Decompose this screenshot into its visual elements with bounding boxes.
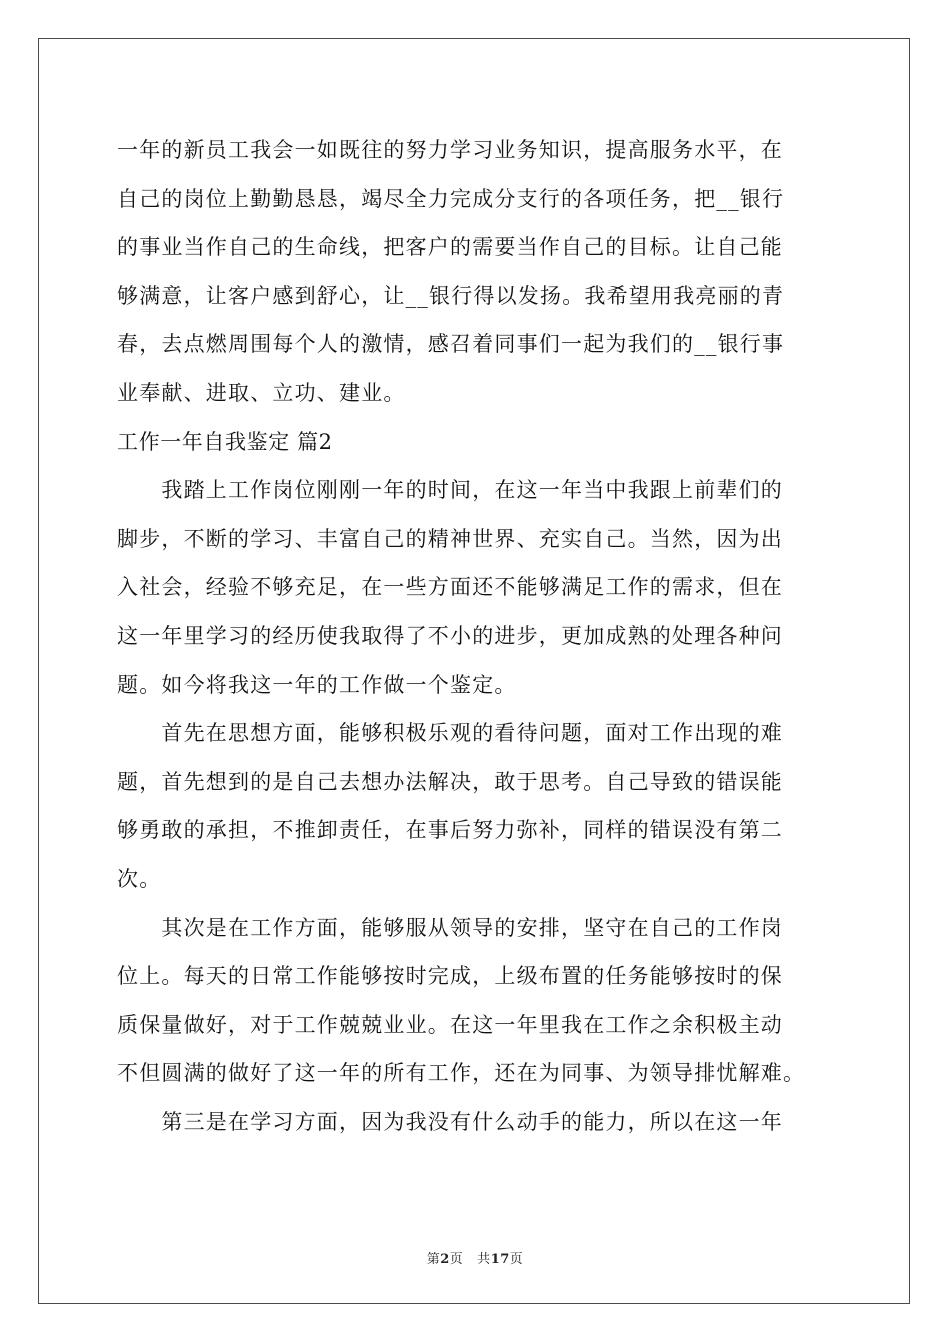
text-line: 的事业当作自己的生命线，把客户的需要当作自己的目标。让自己能 bbox=[117, 235, 783, 260]
text-line: 次。 bbox=[117, 866, 162, 891]
text-line: 春，去点燃周围每个人的激情，感召着同事们一起为我们的__银行事 bbox=[117, 332, 785, 357]
text-line: 脚步，不断的学习、丰富自己的精神世界、充实自己。当然，因为出 bbox=[117, 526, 783, 551]
document-body bbox=[117, 126, 839, 1146]
page-prefix: 第 bbox=[426, 1252, 441, 1267]
total-pages: 17 bbox=[490, 1252, 510, 1267]
page-number: 2 bbox=[440, 1252, 450, 1267]
text-line: 入社会，经验不够充足，在一些方面还不能够满足工作的需求，但在 bbox=[117, 575, 783, 600]
text-line: 第三是在学习方面，因为我没有什么动手的能力，所以在这一年 bbox=[117, 1109, 783, 1134]
text-line: 我踏上工作岗位刚刚一年的时间，在这一年当中我跟上前辈们的 bbox=[117, 478, 783, 503]
text-line: 题，首先想到的是自己去想办法解决，敢于思考。自己导致的错误能 bbox=[117, 769, 783, 794]
page-suffix: 页 bbox=[449, 1252, 464, 1267]
text-line: 业奉献、进取、立功、建业。 bbox=[117, 380, 406, 405]
text-line: 一年的新员工我会一如既往的努力学习业务知识，提高服务水平，在 bbox=[117, 138, 783, 162]
total-suffix: 页 bbox=[509, 1252, 524, 1267]
text-line: 位上。每天的日常工作能够按时完成，上级布置的任务能够按时的保 bbox=[117, 964, 783, 989]
text-line: 其次是在工作方面，能够服从领导的安排，坚守在自己的工作岗 bbox=[117, 915, 783, 940]
text-line: 够满意，让客户感到舒心，让__银行得以发扬。我希望用我亮丽的青 bbox=[117, 283, 785, 308]
text-line: 质保量做好，对于工作兢兢业业。在这一年里我在工作之余积极主动 bbox=[117, 1012, 783, 1037]
text-line: 自己的岗位上勤勤恳恳，竭尽全力完成分支行的各项任务，把__银行 bbox=[117, 186, 785, 211]
text-line: 不但圆满的做好了这一年的所有工作，还在为同事、为领导排忧解难。 bbox=[117, 1061, 806, 1086]
text-line: 题。如今将我这一年的工作做一个鉴定。 bbox=[117, 672, 517, 697]
text-line: 够勇敢的承担，不推卸责任，在事后努力弥补，同样的错误没有第二 bbox=[117, 818, 783, 843]
page-footer bbox=[0, 1248, 950, 1267]
text-line: 这一年里学习的经历使我取得了不小的进步，更加成熟的处理各种问 bbox=[117, 623, 783, 648]
total-prefix: 共 bbox=[477, 1252, 491, 1267]
text-line: 首先在思想方面，能够积极乐观的看待问题，面对工作出现的难 bbox=[117, 721, 783, 746]
section-heading: 工作一年自我鉴定 篇2 bbox=[117, 429, 333, 454]
